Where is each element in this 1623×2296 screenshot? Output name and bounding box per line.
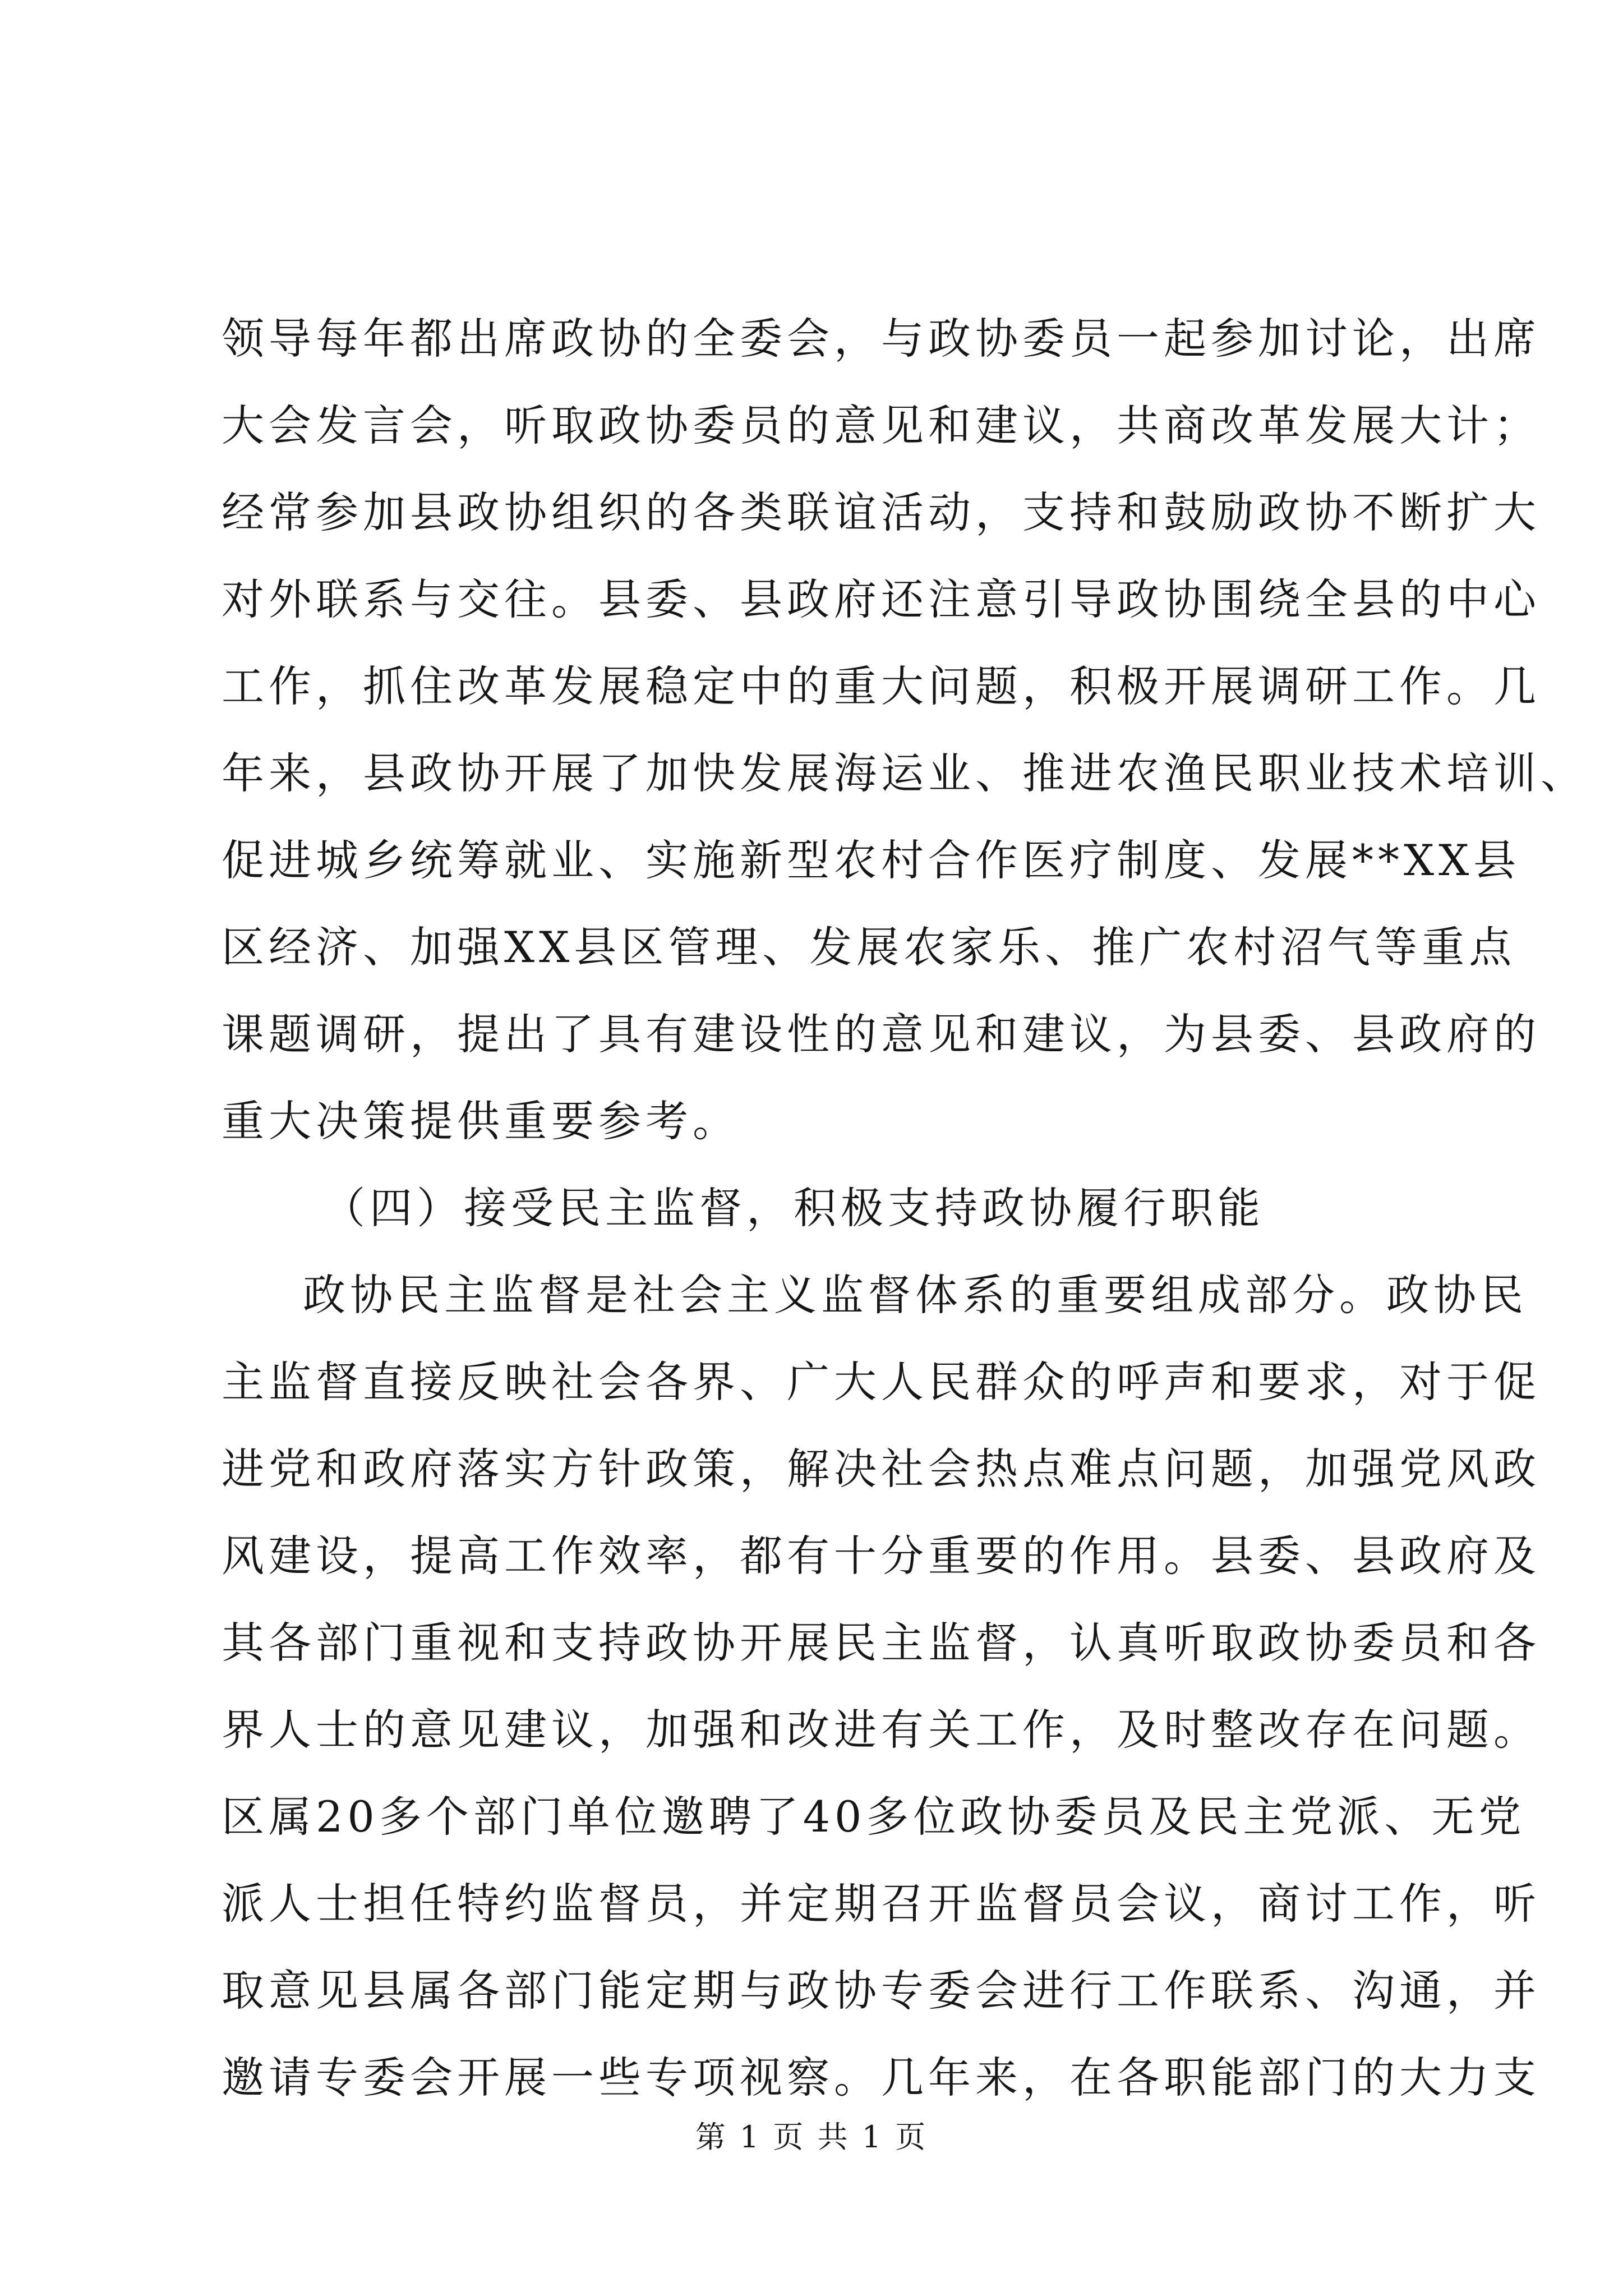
paragraph-line: 年来，县政协开展了加快发展海运业、推进农渔民职业技术培训、 [222, 748, 1588, 798]
paragraph-line: 邀请专委会开展一些专项视察。几年来，在各职能部门的大力支 [222, 2053, 1541, 2102]
paragraph-line: 进党和政府落实方针政策，解决社会热点难点问题，加强党风政 [222, 1444, 1541, 1494]
paragraph-line: 重大决策提供重要参考。 [222, 1096, 740, 1146]
section-heading: （四）接受民主监督，积极支持政协履行职能 [322, 1183, 1265, 1233]
page-number-footer: 第 1 页 共 1 页 [695, 2119, 928, 2155]
paragraph-line: 对外联系与交往。县委、县政府还注意引导政协围绕全县的中心 [222, 574, 1541, 624]
paragraph-line: 工作，抓住改革发展稳定中的重大问题，积极开展调研工作。几 [222, 661, 1541, 711]
paragraph-line: 区经济、加强XX县区管理、发展农家乐、推广农村沼气等重点 [222, 922, 1516, 972]
paragraph-line: 取意见县属各部门能定期与政协专委会进行工作联系、沟通，并 [222, 1966, 1541, 2016]
paragraph-line: 区属20多个部门单位邀聘了40多位政协委员及民主党派、无党 [222, 1792, 1526, 1842]
paragraph-line: 领导每年都出席政协的全委会，与政协委员一起参加讨论，出席 [222, 314, 1541, 364]
paragraph-line: 派人士担任特约监督员，并定期召开监督员会议，商讨工作，听 [222, 1879, 1541, 1929]
paragraph-line: 风建设，提高工作效率，都有十分重要的作用。县委、县政府及 [222, 1531, 1541, 1581]
paragraph-line: 其各部门重视和支持政协开展民主监督，认真听取政协委员和各 [222, 1618, 1541, 1668]
paragraph-line: 课题调研，提出了具有建设性的意见和建议，为县委、县政府的 [222, 1009, 1541, 1059]
paragraph-line: 经常参加县政协组织的各类联谊活动，支持和鼓励政协不断扩大 [222, 487, 1541, 537]
paragraph-line: 主监督直接反映社会各界、广大人民群众的呼声和要求，对于促 [222, 1357, 1541, 1407]
paragraph-line: 界人士的意见建议，加强和改进有关工作，及时整改存在问题。 [222, 1705, 1541, 1755]
paragraph-line: 促进城乡统筹就业、实施新型农村合作医疗制度、发展**XX县 [222, 835, 1521, 885]
paragraph-line: 大会发言会，听取政协委员的意见和建议，共商改革发展大计； [222, 401, 1541, 450]
paragraph-line: 政协民主监督是社会主义监督体系的重要组成部分。政协民 [303, 1270, 1528, 1320]
